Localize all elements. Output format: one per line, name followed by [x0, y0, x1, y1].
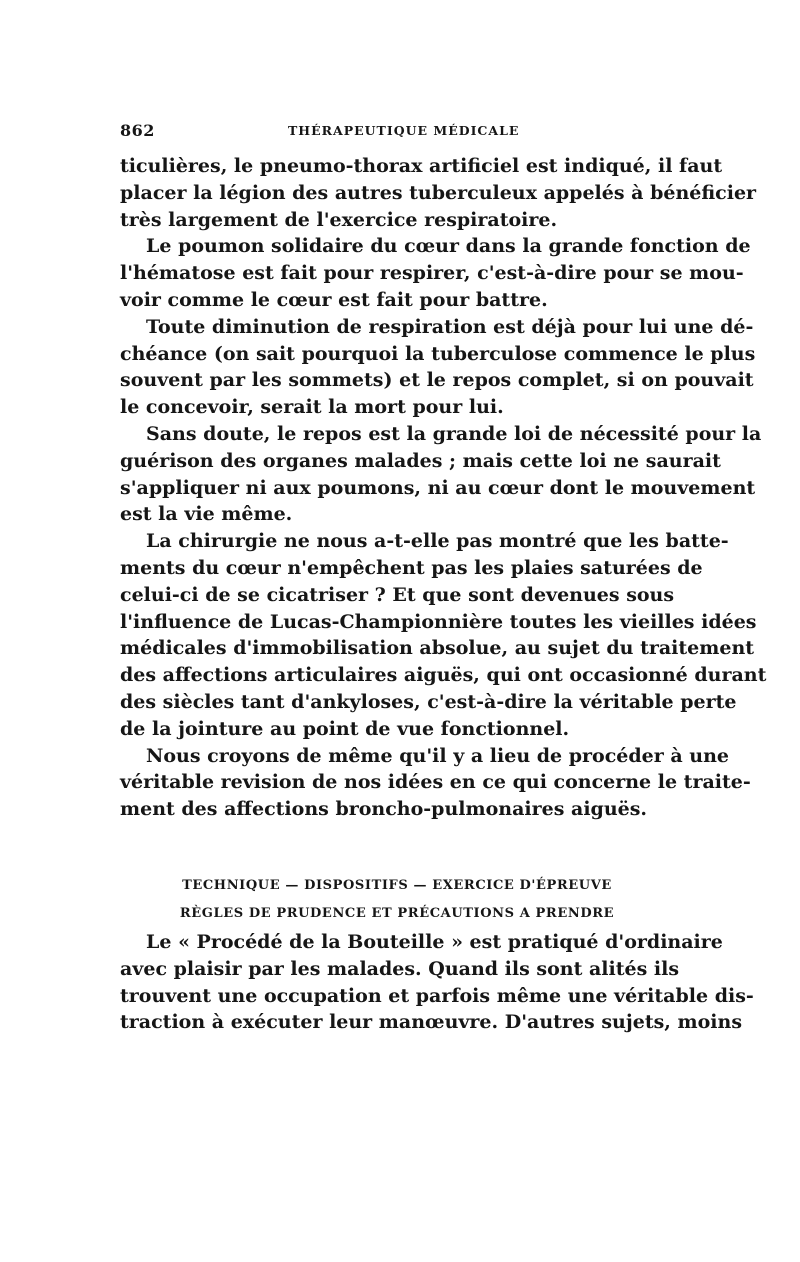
- running-title: THÉRAPEUTIQUE MÉDICALE: [288, 123, 520, 138]
- text-line: l'influence de Lucas-Championnière toutes les vieilles idées: [120, 610, 757, 633]
- page-header: [120, 121, 674, 141]
- page-number: 862: [120, 121, 155, 140]
- text-line: traction à exécuter leur manœuvre. D'autres sujets, moins: [120, 1011, 743, 1034]
- text-line: ticulières, le pneumo-thorax artificiel est indiqué, il faut: [120, 155, 723, 177]
- text-line: l'hématose est fait pour respirer, c'est-à-dire pour se mou-: [120, 262, 744, 285]
- text-line: le concevoir, serait la mort pour lui.: [120, 396, 504, 419]
- text-line: guérison des organes malades ; mais cette loi ne saurait: [120, 449, 721, 472]
- text-line: Nous croyons de même qu'il y a lieu de procéder à une: [146, 744, 729, 767]
- text-line: des siècles tant d'ankyloses, c'est-à-dire la véritable perte: [120, 690, 737, 713]
- section-heading-line-2: RÈGLES DE PRUDENCE ET PRÉCAUTIONS A PRENDRE: [179, 906, 615, 921]
- text-line: ment des affections broncho-pulmonaires aiguës.: [120, 798, 648, 821]
- text-line: s'appliquer ni aux poumons, ni au cœur dont le mouvement: [120, 476, 756, 499]
- text-line: de la jointure au point de vue fonctionnel.: [120, 717, 570, 740]
- text-line: médicales d'immobilisation absolue, au sujet du traitement: [120, 637, 755, 660]
- text-line: voir comme le cœur est fait pour battre.: [120, 288, 548, 311]
- body-text: [120, 153, 767, 823]
- text-line: souvent par les sommets) et le repos complet, si on pouvait: [120, 369, 754, 392]
- section-heading-line-1: TECHNIQUE — DISPOSITIFS — EXERCICE D'ÉPREUVE: [182, 878, 612, 893]
- text-line: véritable revision de nos idées en ce qui concerne le traite-: [120, 771, 751, 794]
- text-line: est la vie même.: [120, 503, 293, 526]
- text-line: La chirurgie ne nous a-t-elle pas montré que les batte-: [146, 530, 729, 553]
- body-text-continued: [120, 929, 754, 1036]
- text-line: très largement de l'exercice respiratoire.: [120, 208, 558, 231]
- text-line: celui-ci de se cicatriser ? Et que sont devenues sous: [120, 583, 675, 606]
- text-line: des affections articulaires aiguës, qui ont occasionné durant: [120, 664, 767, 687]
- text-line: avec plaisir par les malades. Quand ils sont alités ils: [120, 957, 680, 980]
- text-line: chéance (on sait pourquoi la tuberculose commence le plus: [120, 342, 756, 365]
- text-line: placer la légion des autres tuberculeux appelés à bénéficier: [120, 181, 757, 204]
- text-line: Toute diminution de respiration est déjà pour lui une dé-: [146, 315, 754, 338]
- text-line: Sans doute, le repos est la grande loi de nécessité pour la: [146, 422, 762, 445]
- text-line: Le « Procédé de la Bouteille » est pratiqué d'ordinaire: [146, 931, 723, 953]
- text-line: Le poumon solidaire du cœur dans la grande fonction de: [146, 235, 751, 258]
- section-heading: [120, 872, 674, 928]
- text-line: ments du cœur n'empêchent pas les plaies saturées de: [120, 556, 703, 579]
- text-line: trouvent une occupation et parfois même une véritable dis-: [120, 984, 754, 1007]
